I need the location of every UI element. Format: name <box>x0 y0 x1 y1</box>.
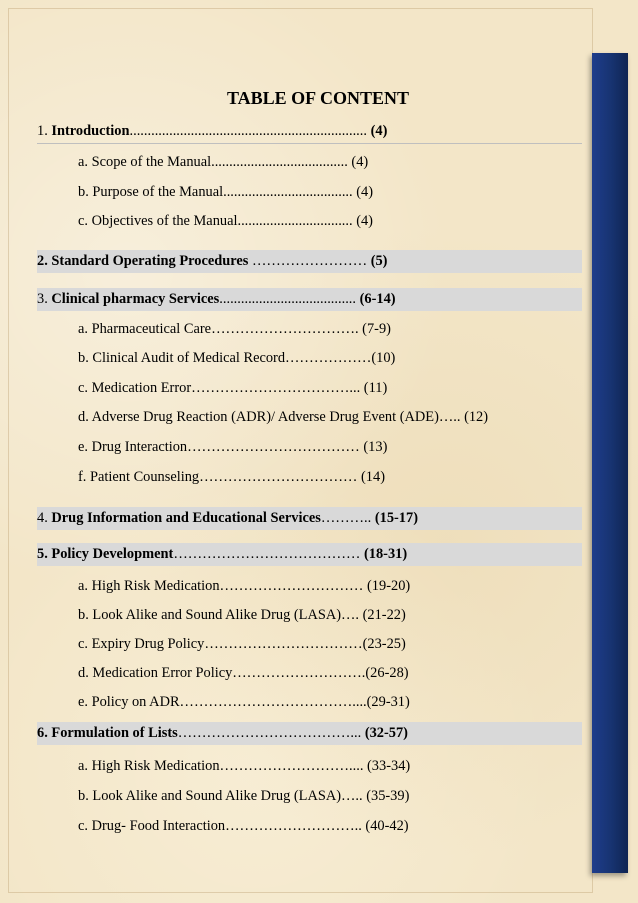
section-title: Clinical pharmacy Services <box>51 291 220 307</box>
item-text: High Risk Medication……………………….... (33-34) <box>91 758 411 774</box>
section-pages: (5) <box>370 253 388 269</box>
toc-section-6 <box>37 722 582 745</box>
item-letter: c. <box>78 818 88 834</box>
item-text: High Risk Medication………………………… (19-20) <box>91 578 411 594</box>
section-title: Policy Development <box>51 546 174 562</box>
item-letter: b. <box>78 607 89 623</box>
section-pages: (32-57) <box>364 725 408 741</box>
item-letter: d. <box>78 409 89 425</box>
item-letter: a. <box>78 758 88 774</box>
item-letter: b. <box>78 788 89 804</box>
section-leader: ……….. <box>320 510 372 526</box>
toc-item <box>37 436 582 459</box>
item-text: Pharmaceutical Care…………………………. (7-9) <box>91 321 391 337</box>
item-text: Drug- Food Interaction……………………….. (40-42) <box>91 818 409 834</box>
toc-item <box>37 181 582 204</box>
toc-section-1 <box>37 120 582 143</box>
toc-item <box>37 785 582 808</box>
section-title: Introduction <box>51 123 130 139</box>
section-number: 5. <box>37 546 48 562</box>
item-letter: b. <box>78 350 89 366</box>
section-leader: ………………………………… <box>173 546 364 562</box>
item-letter: c. <box>78 380 88 396</box>
toc-item <box>37 633 582 656</box>
item-letter: a. <box>78 154 88 170</box>
item-text: Policy on ADR………………………………....(29-31) <box>91 694 410 710</box>
section-number: 6. <box>37 725 48 741</box>
toc-item <box>37 691 582 714</box>
item-text: Purpose of the Manual.................................... (4) <box>92 184 373 200</box>
item-text: Medication Error Policy……………………….(26-28) <box>92 665 409 681</box>
section-title: Formulation of Lists <box>51 725 178 741</box>
section-pages: (15-17) <box>371 510 418 526</box>
toc-item <box>37 755 582 778</box>
item-letter: d. <box>78 665 89 681</box>
section-number: 2. <box>37 253 48 269</box>
toc-section-4 <box>37 507 582 530</box>
toc-item <box>37 575 582 598</box>
page-title: TABLE OF CONTENT <box>226 88 410 108</box>
section-leader: ...................................... <box>219 291 356 307</box>
item-text: Patient Counseling…………………………… (14) <box>90 469 385 485</box>
section-number: 3. <box>37 291 48 307</box>
item-text: Expiry Drug Policy……………………………(23-25) <box>91 636 406 652</box>
item-text: Look Alike and Sound Alike Drug (LASA)….. (35-39) <box>92 788 410 804</box>
section-number: 4. <box>37 510 48 526</box>
section-title: Standard Operating Procedures <box>51 253 249 269</box>
toc-item <box>37 662 582 685</box>
toc-section-2 <box>37 250 582 273</box>
toc-item <box>37 604 582 627</box>
item-letter: f. <box>78 469 87 485</box>
section-leader: .................................................................. <box>129 123 367 139</box>
toc-item <box>37 210 582 233</box>
item-text: Objectives of the Manual................................ (4) <box>91 213 373 229</box>
section-number: 1. <box>37 123 48 139</box>
item-letter: a. <box>78 578 88 594</box>
item-text: Adverse Drug Reaction (ADR)/ Adverse Drug Event (ADE)….. (12) <box>91 409 489 425</box>
toc-item <box>37 347 582 370</box>
section-pages: (6-14) <box>356 291 396 307</box>
item-text: Drug Interaction……………………………… (13) <box>91 439 388 455</box>
item-text: Clinical Audit of Medical Record………………(10) <box>92 350 396 366</box>
section-pages: (4) <box>370 123 388 139</box>
section-pages: (18-31) <box>364 546 408 562</box>
item-letter: e. <box>78 694 88 710</box>
toc-item <box>37 318 582 341</box>
toc-item <box>37 151 582 174</box>
section-leader: …………………… <box>248 253 371 269</box>
item-letter: c. <box>78 213 88 229</box>
item-text: Look Alike and Sound Alike Drug (LASA)…. (21-22) <box>92 607 406 623</box>
item-letter: a. <box>78 321 88 337</box>
section-leader: ………………………………... <box>177 725 365 741</box>
toc-item <box>37 406 582 429</box>
section-title: Drug Information and Educational Services <box>51 510 321 526</box>
toc-section-3 <box>37 288 582 311</box>
item-letter: b. <box>78 184 89 200</box>
section-divider <box>37 143 582 144</box>
item-letter: e. <box>78 439 88 455</box>
toc-item <box>37 466 582 489</box>
toc-item <box>37 815 582 838</box>
item-text: Medication Error……………………………... (11) <box>91 380 388 396</box>
item-letter: c. <box>78 636 88 652</box>
toc-section-5 <box>37 543 582 566</box>
item-text: Scope of the Manual...................................... (4) <box>91 154 369 170</box>
toc-item <box>37 377 582 400</box>
decorative-side-bar <box>592 53 628 873</box>
